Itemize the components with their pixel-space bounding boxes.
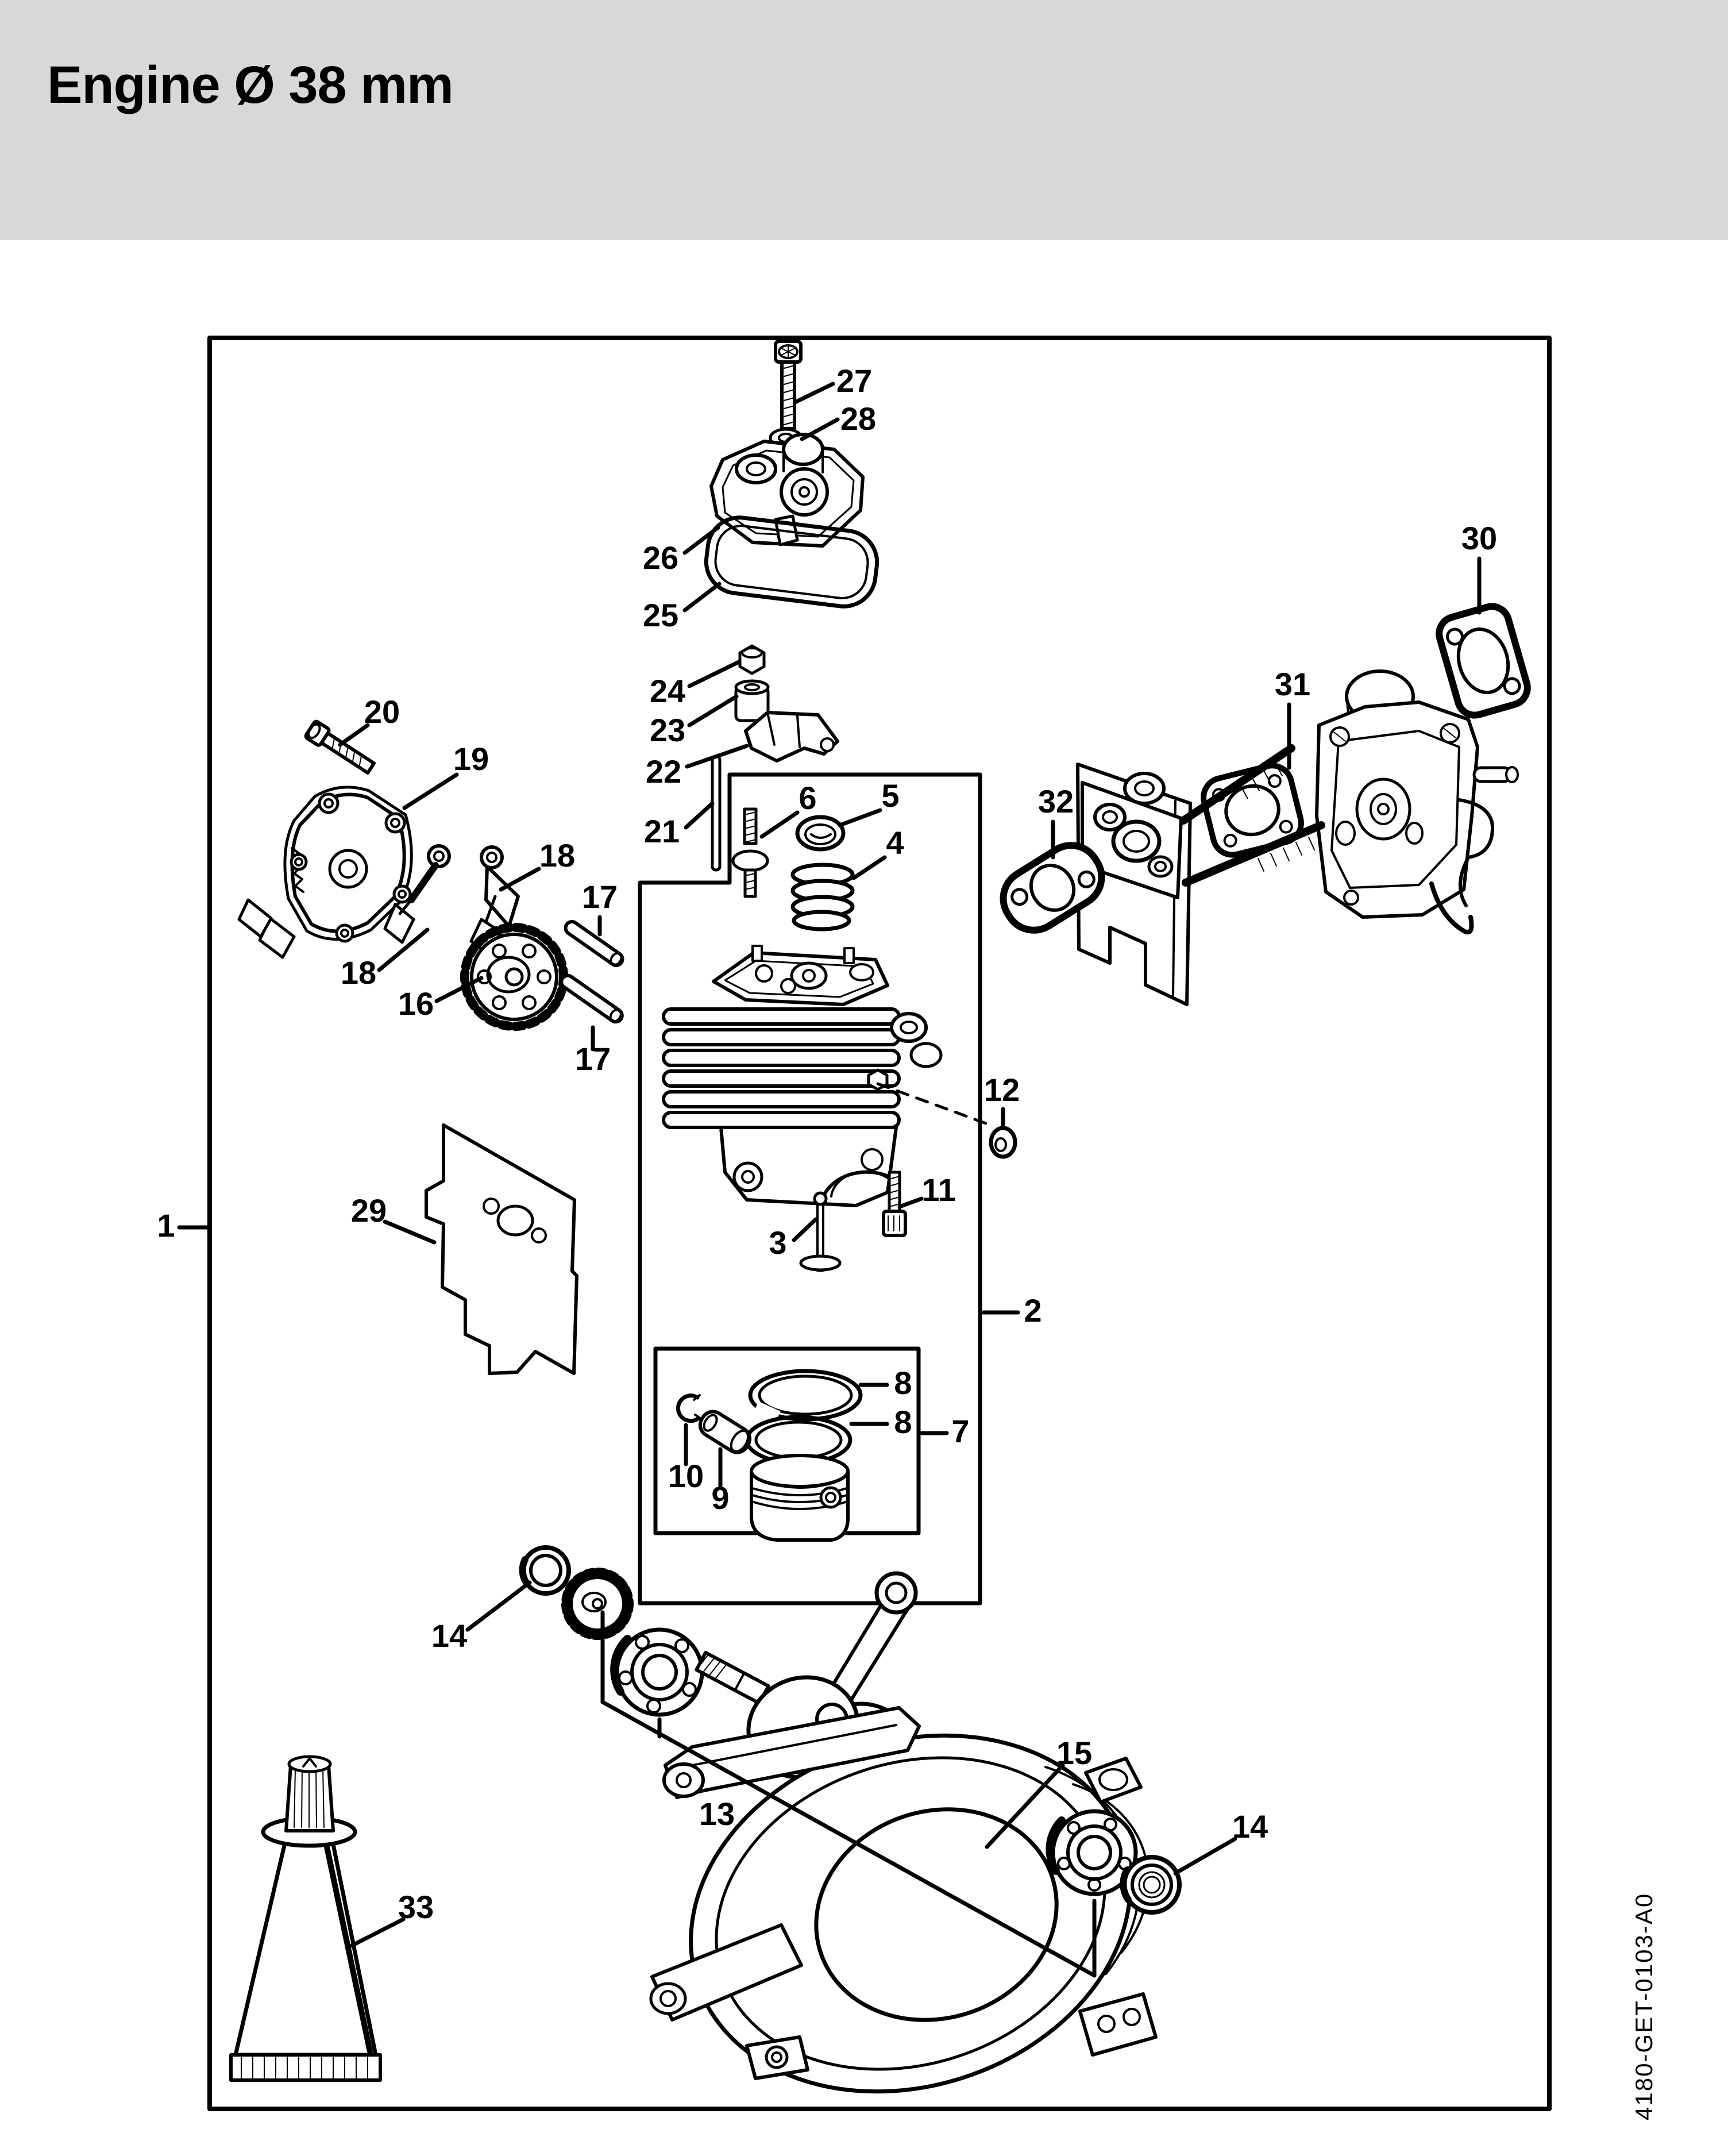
callout-2: 2: [1024, 1292, 1042, 1329]
leader-line-4: [854, 857, 885, 878]
leader-line-24: [689, 662, 739, 686]
pinion-gear-part: [566, 1572, 629, 1635]
callout-18: 18: [340, 954, 377, 991]
wrist-pin-9-part: [696, 1407, 754, 1457]
pump-cover-19-part: [239, 787, 411, 957]
leader-line-14: [468, 1583, 530, 1630]
callout-27: 27: [836, 363, 873, 399]
callout-22: 22: [645, 753, 682, 790]
pin-17a-part: [563, 919, 625, 968]
crankcase-15-part: [644, 1680, 1177, 2147]
callout-5: 5: [881, 777, 900, 814]
leader-line-25: [685, 584, 719, 610]
washer-12-part: [991, 1128, 1015, 1157]
callout-6: 6: [799, 780, 817, 816]
cylinder-part: [664, 946, 941, 1206]
nut-24-part: [740, 646, 764, 673]
leader-line-3: [794, 1219, 816, 1240]
shroud-plate-29-part: [426, 1125, 577, 1373]
callout-15: 15: [1056, 1735, 1093, 1771]
callout-8: 8: [894, 1404, 912, 1440]
circlip-10-part: [678, 1395, 702, 1421]
callout-31: 31: [1274, 666, 1311, 702]
leader-line-18: [501, 869, 539, 890]
valve-spring-4-part: [793, 865, 853, 929]
leader-line-26: [685, 528, 718, 553]
callout-17: 17: [574, 1041, 611, 1077]
callout-3: 3: [769, 1225, 787, 1261]
stud-6-part: [733, 809, 767, 896]
callout-11: 11: [921, 1172, 956, 1208]
valve-seal-5-part: [797, 817, 843, 849]
rocker-arm-22-part: [746, 713, 838, 761]
callout-18: 18: [539, 837, 576, 873]
callout-17: 17: [581, 879, 618, 915]
callout-14: 14: [1232, 1808, 1268, 1845]
leader-line-19: [404, 775, 457, 808]
callout-10: 10: [668, 1458, 704, 1494]
leader-line-28: [802, 419, 838, 439]
callout-24: 24: [649, 673, 686, 709]
callout-12: 12: [983, 1072, 1020, 1108]
seal-14b-part: [1123, 1857, 1179, 1912]
callout-14: 14: [431, 1618, 468, 1654]
callout-7: 7: [951, 1413, 970, 1449]
callout-30: 30: [1461, 520, 1498, 556]
leader-line-20: [340, 725, 368, 745]
callout-33: 33: [398, 1889, 434, 1925]
seal-14a-part: [523, 1547, 569, 1593]
piston-ring-8a-part: [750, 1371, 861, 1428]
callout-32: 32: [1037, 783, 1074, 819]
callout-16: 16: [398, 985, 434, 1022]
pin-17b-part: [559, 973, 624, 1024]
leader-line-21: [686, 803, 712, 827]
callout-28: 28: [840, 401, 877, 437]
leader-line-33: [352, 1919, 403, 1946]
piston-part: [751, 1456, 848, 1540]
callout-9: 9: [711, 1480, 730, 1516]
doc-code: 4180-GET-0103-A0: [1630, 1892, 1657, 2120]
leader-line-5: [840, 810, 880, 825]
leader-line-23: [689, 696, 736, 725]
screw-27-part: [776, 341, 801, 429]
callout-23: 23: [649, 712, 686, 748]
callout-13: 13: [699, 1796, 735, 1832]
leader-line-6: [762, 813, 797, 837]
leader-line-14: [1175, 1839, 1235, 1873]
callout-25: 25: [642, 597, 679, 633]
push-rod-21-part: [712, 756, 720, 870]
leader-line-27: [795, 384, 833, 402]
callout-20: 20: [364, 694, 400, 730]
callout-29: 29: [350, 1192, 387, 1229]
bearing-left-part: [614, 1630, 702, 1715]
callout-26: 26: [642, 540, 679, 576]
page-title: Engine Ø 38 mm: [47, 56, 453, 114]
sealant-tube-33-part: [231, 1757, 380, 2080]
leader-line-11: [900, 1199, 921, 1207]
leader-line-29: [385, 1222, 434, 1242]
callout-4: 4: [886, 825, 904, 861]
callout-1: 1: [157, 1207, 175, 1243]
gasket-30-part: [1435, 602, 1532, 719]
callout-19: 19: [453, 741, 489, 777]
callout-21: 21: [643, 813, 680, 849]
callout-8: 8: [894, 1365, 912, 1401]
